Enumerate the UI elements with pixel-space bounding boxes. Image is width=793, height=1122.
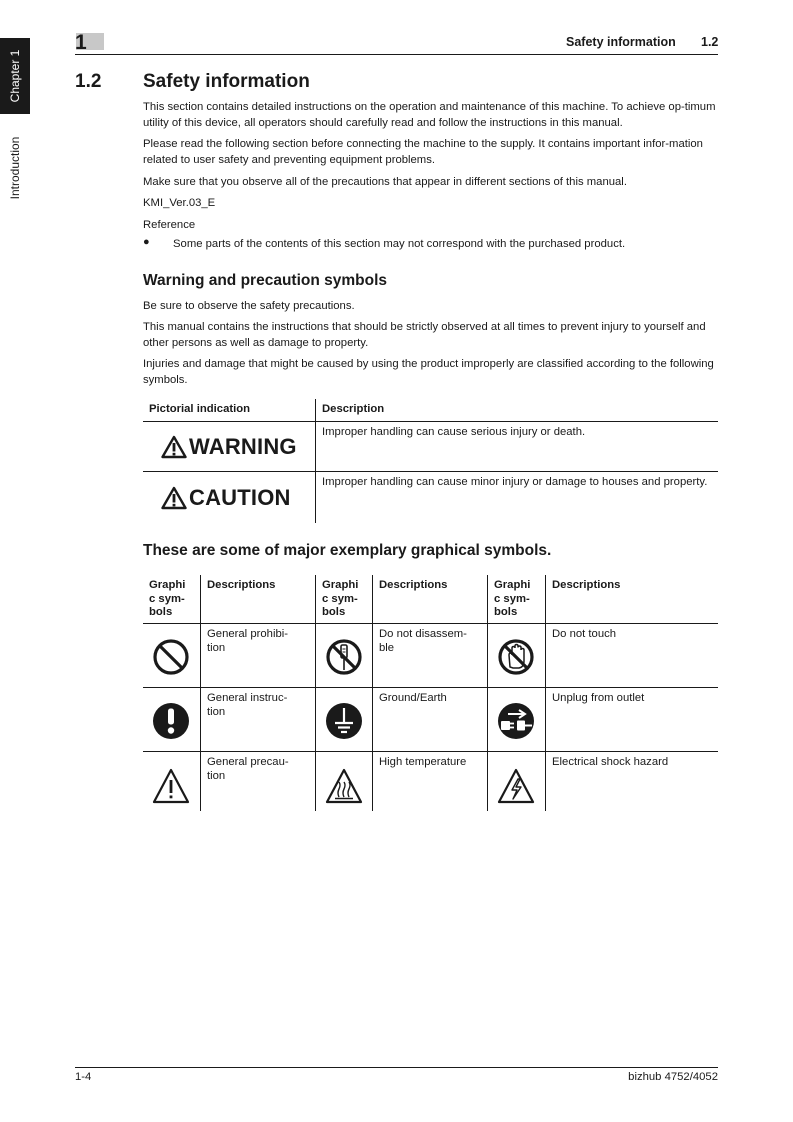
header-graphic-symbols: Graphi c sym- bols [149,579,186,618]
header-descriptions: Descriptions [207,579,276,591]
ground-earth-icon [324,701,364,741]
graphical-symbols-table [143,575,718,811]
warning-paragraph: This manual contains the instructions that should be strictly observed at all times to prevent injury to yourself and other persons as well as damage to property. [143,321,706,349]
header-descriptions: Descriptions [552,579,621,591]
caution-label: CAUTION [189,485,291,510]
section-tab-label: Introduction [8,136,22,200]
table-header-indication: Pictorial indication [149,403,251,415]
symbol-description: Electrical shock hazard [552,756,669,768]
warning-description: Improper handling can cause serious injury or death. [322,426,586,438]
warning-section-title: Warning and precaution symbols [143,272,388,289]
table-rule [143,421,718,422]
symbols-section-title: These are some of major exemplary graphical symbols. [143,542,552,559]
header-graphic-symbols: Graphi c sym- bols [494,579,531,618]
table-column-divider [200,575,201,811]
warning-label: WARNING [189,434,297,459]
prohibition-icon [151,637,191,677]
chapter-tab-label: Chapter 1 [8,49,22,103]
warning-signal [161,434,297,460]
symbol-description: General instruc- tion [207,692,288,718]
header-rule [75,54,718,55]
no-disassemble-icon [324,637,364,677]
caution-signal [161,485,291,511]
intro-paragraph: Make sure that you observe all of the precautions that appear in different sections of this manual. [143,176,627,188]
header-graphic-symbols: Graphi c sym- bols [322,579,359,618]
table-rule [143,751,718,752]
symbol-description: High temperature [379,756,467,768]
symbol-description: Do not disassem- ble [379,628,467,654]
warning-triangle-icon [151,767,191,807]
section-title: Safety information [143,71,310,92]
symbol-description: Do not touch [552,628,617,640]
table-rule [143,471,718,472]
symbol-description: General prohibi- tion [207,628,289,654]
table-column-divider [315,575,316,811]
symbol-description: Ground/Earth [379,692,447,704]
do-not-touch-icon [496,637,536,677]
caution-description: Improper handling can cause minor injury or damage to houses and property. [322,476,708,488]
header-descriptions: Descriptions [379,579,448,591]
footer-product-name: bizhub 4752/4052 [628,1071,718,1083]
warning-symbols-table [143,399,718,523]
table-column-divider [487,575,488,811]
symbol-description: General precau- tion [207,756,289,782]
intro-paragraph: Please read the following section before connecting the machine to the supply. It contains important infor-mation related to user safety and preventing equipment problems. [143,138,703,166]
header-title: Safety information [566,35,676,49]
chapter-tab [0,38,30,114]
section-number: 1.2 [75,71,102,92]
table-column-divider [372,575,373,811]
footer-page-number: 1-4 [75,1071,92,1083]
exclamation-circle-icon [151,701,191,741]
version-code: KMI_Ver.03_E [143,197,216,209]
caution-triangle-icon [161,486,187,510]
bullet-marker: ● [143,236,150,248]
table-header-description: Description [322,403,385,415]
electric-shock-icon [496,767,536,807]
reference-label: Reference [143,219,196,231]
header-section-number: 1.2 [701,35,719,49]
footer-rule [75,1067,718,1068]
header-chapter-number: 1 [75,31,87,54]
reference-bullet-text: Some parts of the contents of this section may not correspond with the purchased product. [173,238,626,250]
symbol-description: Unplug from outlet [552,692,645,704]
unplug-icon [496,701,536,741]
table-column-divider [545,575,546,811]
warning-paragraph: Injuries and damage that might be caused by using the product improperly are classified according to the following symbols. [143,358,714,386]
high-temperature-icon [324,767,364,807]
warning-paragraph: Be sure to observe the safety precautions. [143,300,355,312]
intro-paragraph: This section contains detailed instructions on the operation and maintenance of this machine. To achieve op-timum utility of this device, all operators should carefully read and follow the instructions in this manual. [143,101,716,129]
table-rule [143,623,718,624]
warning-triangle-icon [161,435,187,459]
table-column-divider [315,399,316,523]
table-rule [143,687,718,688]
